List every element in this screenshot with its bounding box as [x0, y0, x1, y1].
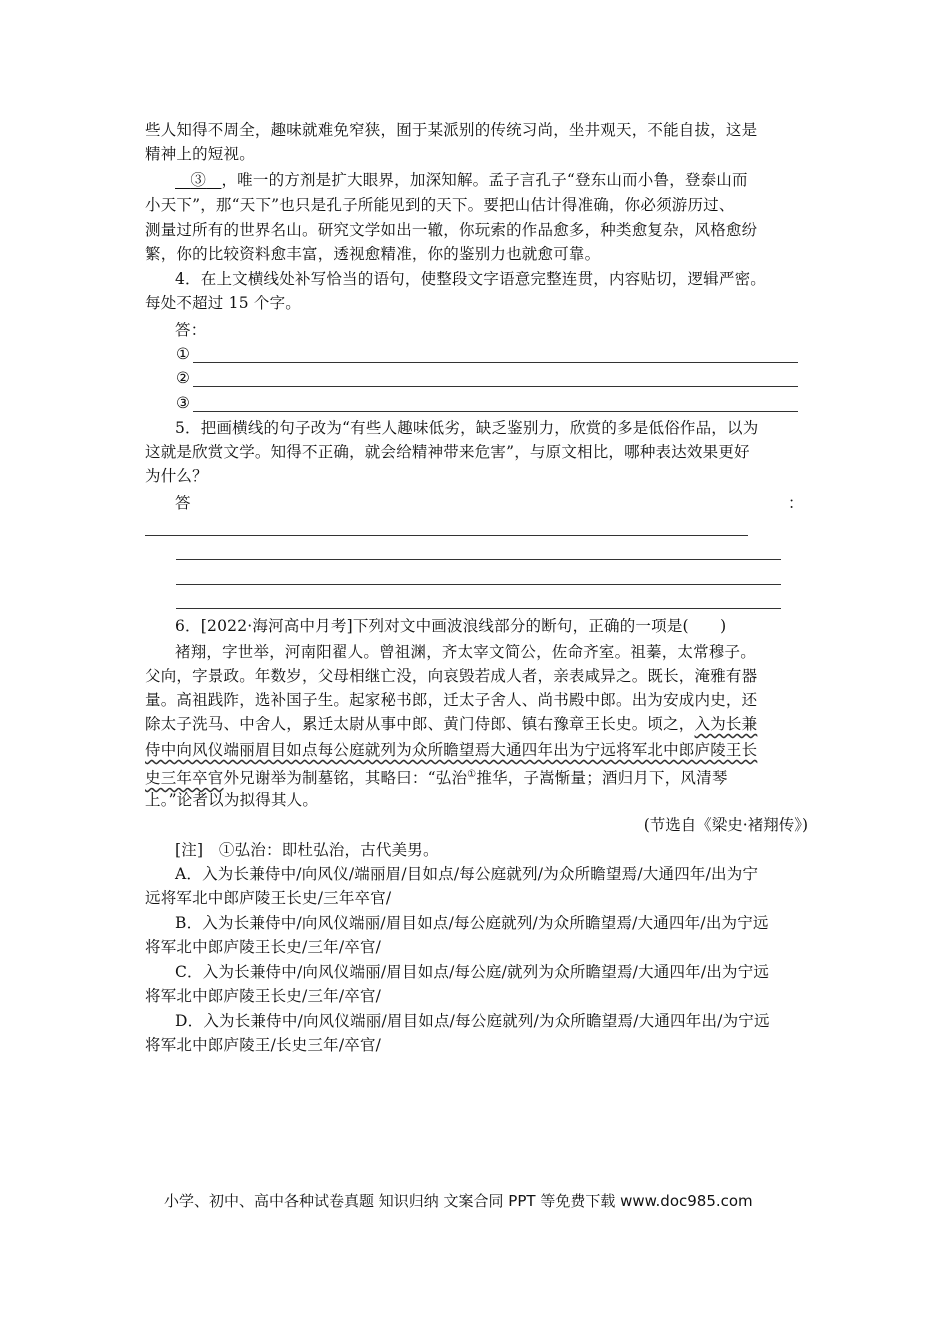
q6-text-line-6: 史三年卒官外兄谢举为制墓铭，其略曰：“弘治①推华，子嵩惭量；酒归月下，风清琴	[145, 769, 728, 788]
q6-text-line-7: 上。”论者以为拟得其人。	[145, 791, 319, 809]
q6-option-d-line-2[interactable]: 将军北中郎庐陵王/长史三年/卒官/	[145, 1036, 382, 1054]
q4-blank-label-3: ③	[176, 394, 190, 412]
passage-blank-3: ③	[190, 171, 207, 189]
page-footer: 小学、初中、高中各种试卷真题 知识归纳 文案合同 PPT 等免费下载 www.doc985.com	[164, 1192, 753, 1210]
q6-option-b-line-1[interactable]: B．入为长兼侍中/向风仪端丽/眉目如点/每公庭就列/为众所瞻望焉/大通四年/出为宁远	[175, 914, 769, 932]
q6-option-b-line-2[interactable]: 将军北中郎庐陵王长史/三年/卒官/	[145, 938, 382, 956]
q6-wavy-segment-2: 侍中向风仪端丽眉目如点每公庭就列为众所瞻望焉大通四年出为宁远将军北中郎庐陵王长	[145, 741, 758, 759]
q5-stem-line-3: 为什么？	[145, 467, 208, 485]
q6-option-c-line-1[interactable]: C．入为长兼侍中/向风仪端丽/眉目如点/每公庭/就列为众所瞻望焉/大通四年/出为宁远	[175, 963, 770, 981]
q4-answer-line-1[interactable]	[193, 362, 798, 363]
q5-answer-line-4[interactable]	[176, 608, 781, 609]
q6-note: [注] ①弘治：即杜弘治，古代美男。	[175, 841, 439, 859]
q4-blank-label-1: ①	[176, 345, 190, 363]
q4-answer-label: 答：	[175, 321, 207, 339]
q6-text-line-2: 父向，字景政。年数岁，父母相继亡没，向哀毁若成人者，亲表咸异之。既长，淹雅有器	[145, 667, 758, 685]
q5-answer-line-1[interactable]	[145, 535, 748, 536]
q5-answer-line-3[interactable]	[176, 584, 781, 585]
q4-blank-label-2: ②	[176, 369, 190, 387]
passage-line-4: 小天下”，那“天下”也只是孔子所能见到的天下。要把山估计得准确，你必须游历过、	[145, 196, 735, 214]
q6-text-line-1: 褚翔，字世举，河南阳翟人。曾祖渊，齐太宰文简公，佐命齐室。祖蓁，太常穆子。	[175, 643, 756, 661]
q6-text-line-3: 量。高祖践阼，选补国子生。起家秘书郎，迁太子舍人、尚书殿中郎。出为安成内史，还	[145, 691, 758, 709]
q6-option-d-line-1[interactable]: D．入为长兼侍中/向风仪端丽/眉目如点/每公庭就列/为众所瞻望焉/大通四年出/为宁远	[175, 1012, 770, 1030]
q4-answer-line-2[interactable]	[193, 386, 798, 387]
q6-option-c-line-2[interactable]: 将军北中郎庐陵王长史/三年/卒官/	[145, 987, 382, 1005]
q6-option-a-line-2[interactable]: 远将军北中郎庐陵王长史/三年卒官/	[145, 889, 392, 907]
passage-line-3: ③ ，唯一的方剂是扩大眼界，加深知解。孟子言孔子“登东山而小鲁，登泰山而	[175, 168, 810, 192]
q5-answer-colon: ：	[788, 494, 804, 512]
q6-text-line-4: 除太子洗马、中舍人，累迁太尉从事中郎、黄门侍郎、镇右豫章王长史。顷之，入为长兼	[145, 715, 758, 733]
q6-wavy-segment-3: 史三年卒官	[145, 769, 224, 788]
q6-stem: 6．[2022·海河高中月考]下列对文中画波浪线部分的断句，正确的一项是( )	[175, 617, 727, 635]
q5-answer-label: 答	[175, 494, 191, 512]
passage-line-5: 测量过所有的世界名山。研究文学如出一辙，你玩索的作品愈多，种类愈复杂，风格愈纷	[145, 221, 758, 239]
q4-answer-line-3[interactable]	[193, 411, 798, 412]
q6-text-line-5	[145, 738, 810, 762]
q6-wavy-segment-1: 入为长兼	[694, 715, 758, 733]
q5-answer-line-2[interactable]	[176, 559, 781, 560]
q5-stem-line-2: 这就是欣赏文学。知得不正确，就会给精神带来危害”，与原文相比，哪种表达效果更好	[145, 443, 750, 461]
passage-line-2: 精神上的短视。	[145, 145, 255, 163]
q5-stem-line-1: 5．把画横线的句子改为“有些人趣味低劣，缺乏鉴别力，欣赏的多是低俗作品，以为	[175, 419, 759, 437]
passage-line-1: 些人知得不周全，趣味就难免窄狭，囿于某派别的传统习尚，坐井观天，不能自拔，这是	[145, 121, 758, 139]
q4-stem-line-1: 4．在上文横线处补写恰当的语句，使整段文字语意完整连贯，内容贴切，逻辑严密。	[175, 270, 766, 288]
q4-stem-line-2: 每处不超过 15 个字。	[145, 294, 301, 312]
q6-option-a-line-1[interactable]: A．入为长兼侍中/向风仪/端丽眉/目如点/每公庭就列/为众所瞻望焉/大通四年/出为宁	[175, 865, 759, 883]
q6-footnote-marker: ①	[467, 769, 477, 780]
q6-source: (节选自《梁史·褚翔传》)	[643, 816, 808, 834]
passage-line-6: 繁，你的比较资料愈丰富，透视愈精准，你的鉴别力也就愈可靠。	[145, 245, 601, 263]
